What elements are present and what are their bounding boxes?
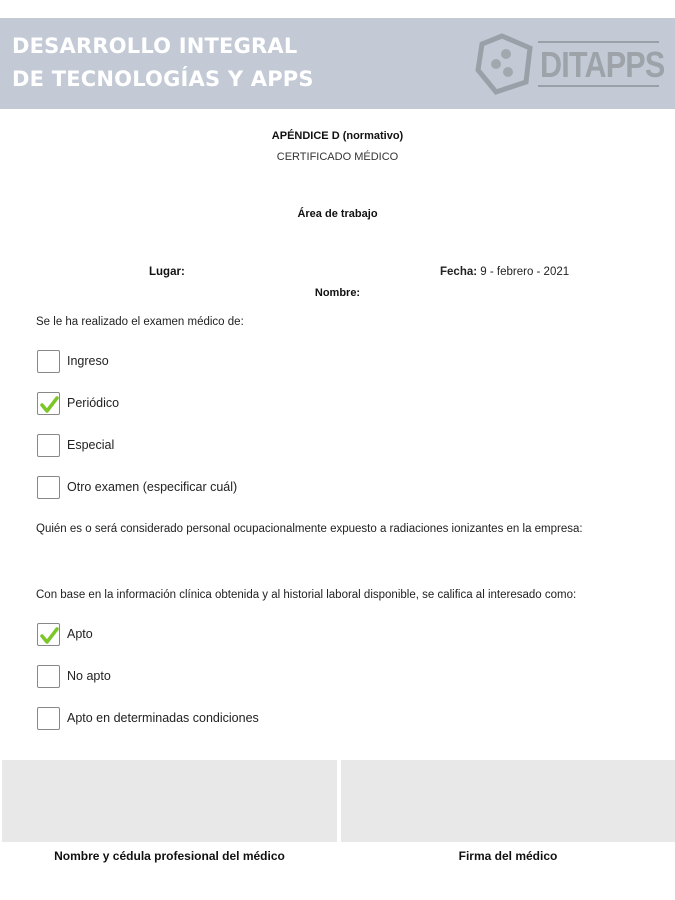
doctor-signature-field[interactable]: [341, 760, 675, 842]
checkbox-apto[interactable]: [37, 623, 60, 646]
exam-question: Se le ha realizado el examen médico de:: [36, 316, 244, 328]
work-area-label: Área de trabajo: [297, 208, 378, 220]
certificate-title: CERTIFICADO MÉDICO: [276, 151, 399, 163]
date-value: 9 - febrero - 2021: [480, 266, 570, 278]
radiation-question: Quién es o será considerado personal ocupacionalmente expuesto a radiaciones ionizantes en la empresa:: [36, 523, 583, 535]
checkmark-icon: [40, 395, 59, 414]
checkmark-icon: [40, 626, 59, 645]
option-label-periodico: Periódico: [67, 396, 120, 410]
date-field: [440, 266, 569, 278]
option-label-otro-examen: Otro examen (especificar cuál): [67, 480, 238, 494]
place-label: Lugar:: [149, 266, 185, 278]
qualification-question: Con base en la información clínica obtenida y al historial laboral disponible, se califica al interesado como:: [36, 589, 577, 601]
checkbox-apto-condiciones[interactable]: [37, 707, 60, 730]
logo-text: DITAPPS: [540, 44, 665, 85]
option-label-especial: Especial: [67, 438, 115, 452]
option-label-ingreso: Ingreso: [67, 354, 109, 368]
doctor-signature-label: Firma del médico: [458, 849, 558, 863]
company-name-line2: DE TECNOLOGÍAS Y APPS: [12, 67, 314, 91]
name-label: Nombre:: [314, 287, 361, 299]
doctor-name-label: Nombre y cédula profesional del médico: [54, 849, 285, 863]
date-label: Fecha:: [440, 266, 478, 278]
option-label-no-apto: No apto: [67, 669, 111, 683]
doctor-name-field[interactable]: [2, 760, 337, 842]
appendix-title: APÉNDICE D (normativo): [271, 130, 404, 142]
checkbox-periodico[interactable]: [37, 392, 60, 415]
checkbox-otro-examen[interactable]: [37, 476, 60, 499]
checkbox-no-apto[interactable]: [37, 665, 60, 688]
ditapps-logo: [474, 30, 664, 98]
checkbox-ingreso[interactable]: [37, 350, 60, 373]
company-name-line1: DESARROLLO INTEGRAL: [12, 34, 298, 58]
option-label-apto-condiciones: Apto en determinadas condiciones: [67, 711, 259, 725]
checkbox-especial[interactable]: [37, 434, 60, 457]
option-label-apto: Apto: [67, 627, 93, 641]
